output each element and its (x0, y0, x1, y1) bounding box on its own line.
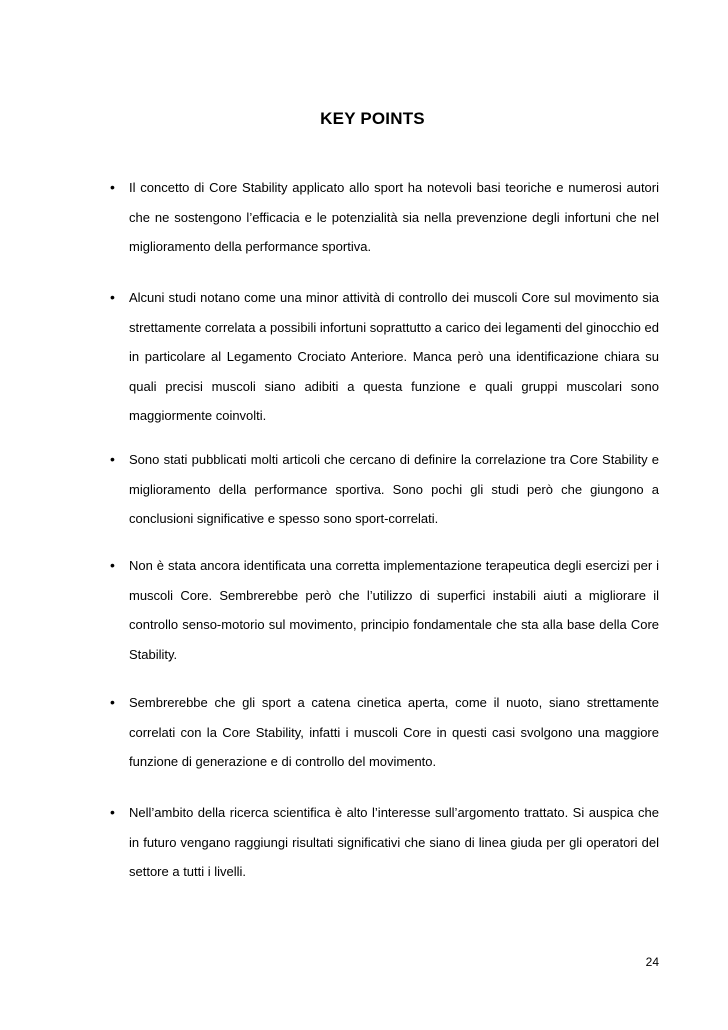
key-point-text: Alcuni studi notano come una minor attività di controllo dei muscoli Core sul movimento sia strettamente correlata a possibili infortuni soprattutto a carico dei legamenti del ginocchio ed in particolare al Legamento Crociato Anteriore. Manca però una identificazione chiara su quali precisi muscoli siano adibiti a questa funzione e quali gruppi muscolari sono maggiormente coinvolti. (129, 290, 659, 424)
page-number: 24 (645, 955, 659, 969)
key-point-text: Nell’ambito della ricerca scientifica è alto l’interesse sull’argomento trattato. Si auspica che in futuro vengano raggiungi risultati significativi che siano di linea giuda per gli operatori del settore a tutti i livelli. (129, 805, 659, 880)
bullet-icon: • (110, 557, 115, 573)
bullet-icon: • (110, 289, 115, 305)
bullet-icon: • (110, 694, 115, 710)
bullet-icon: • (110, 179, 115, 195)
key-point-text: Sembrerebbe che gli sport a catena cinetica aperta, come il nuoto, siano strettamente correlati con la Core Stability, infatti i muscoli Core in questi casi svolgono una maggiore funzione di generazione e di controllo del movimento. (129, 695, 659, 770)
key-point-text: Il concetto di Core Stability applicato allo sport ha notevoli basi teoriche e numerosi autori che ne sostengono l’efficacia e le potenzialità sia nella prevenzione degli infortuni che nel miglioramento della performance sportiva. (129, 180, 659, 255)
page-title: KEY POINTS (320, 109, 425, 128)
key-point-text: Non è stata ancora identificata una corretta implementazione terapeutica degli esercizi per i muscoli Core. Sembrerebbe però che l’utilizzo di superfici instabili aiuti a migliorare il controllo senso-motorio sul movimento, principio fondamentale che sta alla base della Core Stability. (129, 558, 659, 662)
bullet-icon: • (110, 451, 115, 467)
bullet-icon: • (110, 804, 115, 820)
key-point-text: Sono stati pubblicati molti articoli che cercano di definire la correlazione tra Core Stability e miglioramento della performance sportiva. Sono pochi gli studi però che giungono a conclusioni significative e spesso sono sport-correlati. (129, 452, 659, 527)
